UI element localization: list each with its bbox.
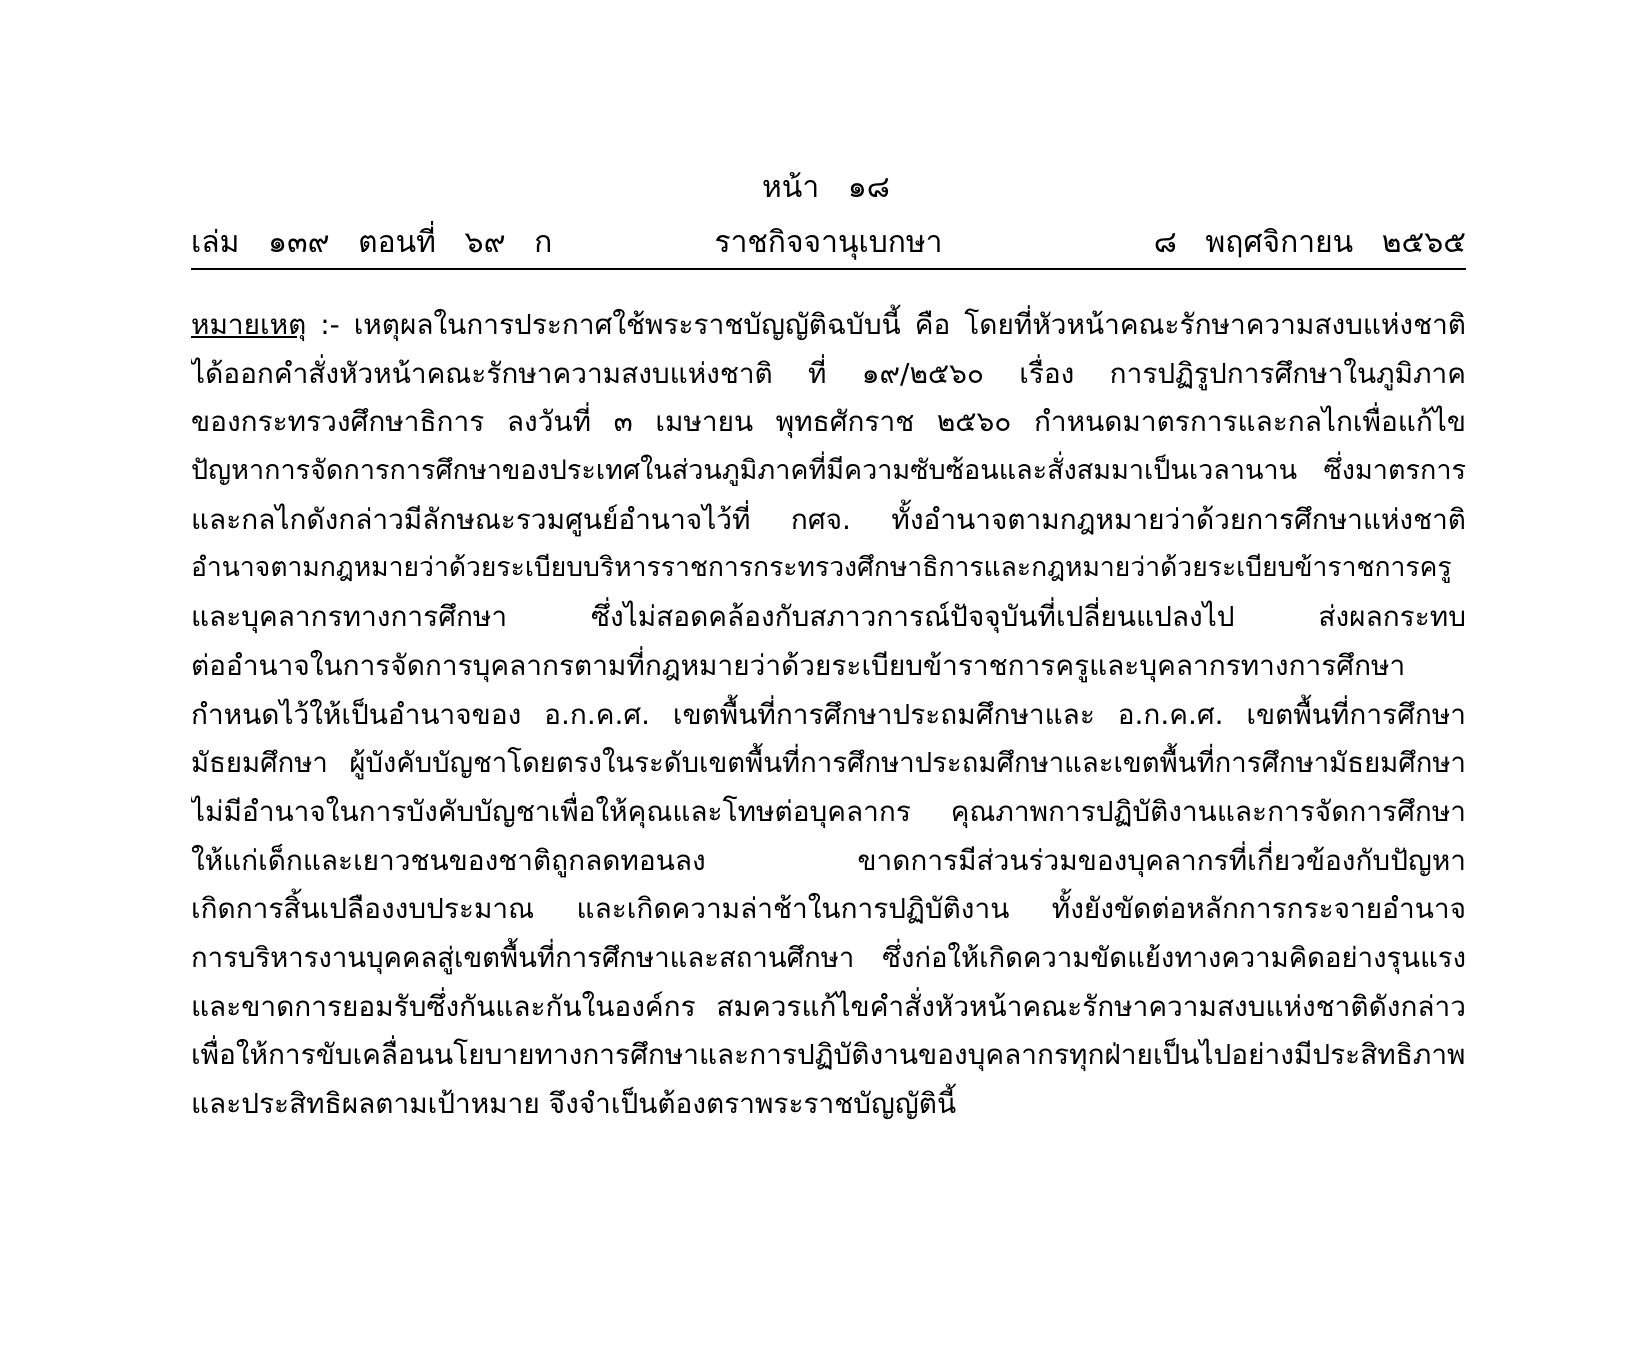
remark-line: เพื่อให้การขับเคลื่อนนโยบายทางการศึกษาและการปฏิบัติงานของบุคลากรทุกฝ่ายเป็นไปอย่างมีประสิทธิภาพ <box>191 1038 1466 1072</box>
remark-label: หมายเหตุ <box>191 308 307 341</box>
publication-title: ราชกิจจานุเบกษา <box>714 225 943 260</box>
header-divider <box>191 268 1466 270</box>
remark-line: การบริหารงานบุคคลสู่เขตพื้นที่การศึกษาและสถานศึกษา ซึ่งก่อให้เกิดความขัดแย้งทางความคิดอย่างรุนแรง <box>191 941 1466 974</box>
remark-line: กำหนดไว้ให้เป็นอำนาจของ อ.ก.ค.ศ. เขตพื้นที่การศึกษาประถมศึกษาและ อ.ก.ค.ศ. เขตพื้นที่การศึกษา <box>191 697 1466 731</box>
remark-line-text: :- เหตุผลในการประกาศใช้พระราชบัญญัติฉบับนี้ คือ โดยที่หัวหน้าคณะรักษาความสงบแห่งชาติ <box>306 308 1466 341</box>
remark-line: และกลไกดังกล่าวมีลักษณะรวมศูนย์อำนาจไว้ที่ กศจ. ทั้งอำนาจตามกฎหมายว่าด้วยการศึกษาแห่งชาติ <box>191 502 1466 536</box>
remark-line: ได้ออกคำสั่งหัวหน้าคณะรักษาความสงบแห่งชาติ ที่ ๑๙/๒๕๖๐ เรื่อง การปฏิรูปการศึกษาในภูมิภาค <box>191 356 1466 390</box>
remark-line: มัธยมศึกษา ผู้บังคับบัญชาโดยตรงในระดับเขตพื้นที่การศึกษาประถมศึกษาและเขตพื้นที่การศึกษามัธยมศึกษา <box>191 747 1466 780</box>
remark-line: อำนาจตามกฎหมายว่าด้วยระเบียบบริหารราชการกระทรวงศึกษาธิการและกฎหมายว่าด้วยระเบียบข้าราชการครู <box>191 552 1452 584</box>
remark-line: ต่ออำนาจในการจัดการบุคลากรตามที่กฎหมายว่าด้วยระเบียบข้าราชการครูและบุคลากรทางการศึกษา <box>191 648 1406 682</box>
remark-line: เกิดการสิ้นเปลืองงบประมาณ และเกิดความล่าช้าในการปฏิบัติงาน ทั้งยังขัดต่อหลักการกระจายอำนาจ <box>191 892 1466 926</box>
remark-line: ไม่มีอำนาจในการบังคับบัญชาเพื่อให้คุณและโทษต่อบุคลากร คุณภาพการปฏิบัติงานและการจัดการศึกษา <box>191 794 1466 828</box>
remark-line: ของกระทรวงศึกษาธิการ ลงวันที่ ๓ เมษายน พุทธศักราช ๒๕๖๐ กำหนดมาตรการและกลไกเพื่อแก้ไข <box>191 405 1466 439</box>
remark-line: และบุคลากรทางการศึกษา ซึ่งไม่สอดคล้องกับสภาวการณ์ปัจจุบันที่เปลี่ยนแปลงไป ส่งผลกระทบ <box>191 600 1466 634</box>
remark-line: ปัญหาการจัดการการศึกษาของประเทศในส่วนภูมิภาคที่มีความซับซ้อนและสั่งสมมาเป็นเวลานาน ซึ่งมาตรการ <box>191 455 1466 487</box>
remark-line: และขาดการยอมรับซึ่งกันและกันในองค์กร สมควรแก้ไขคำสั่งหัวหน้าคณะรักษาความสงบแห่งชาติดังกล่าว <box>191 989 1466 1023</box>
remark-line: และประสิทธิผลตามเป้าหมาย จึงจำเป็นต้องตราพระราชบัญญัตินี้ <box>191 1087 957 1120</box>
remark-line: ให้แก่เด็กและเยาวชนของชาติถูกลดทอนลง ขาดการมีส่วนร่วมของบุคลากรที่เกี่ยวข้องกับปัญหา <box>191 843 1466 877</box>
page-number: หน้า ๑๘ <box>762 170 890 205</box>
gazette-header <box>191 221 1466 265</box>
remark-line <box>191 301 1466 350</box>
publication-date: ๘ พฤศจิกายน ๒๕๖๕ <box>1153 225 1466 260</box>
remark-section <box>191 301 1466 1129</box>
volume-issue: เล่ม ๑๓๙ ตอนที่ ๖๙ ก <box>191 225 553 260</box>
